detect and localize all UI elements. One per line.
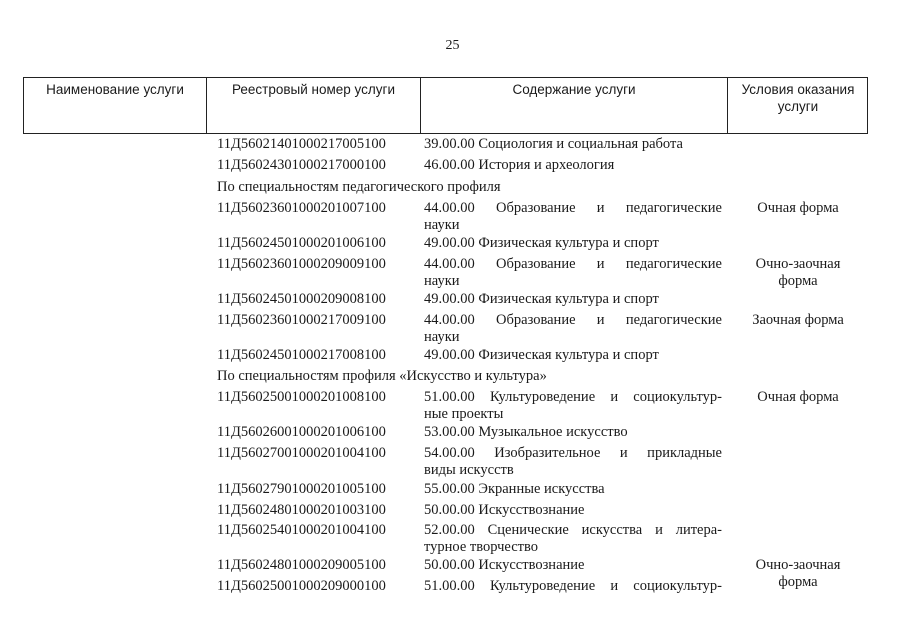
- service-content: [424, 157, 722, 174]
- condition-correspondence: Заочная форма: [752, 312, 844, 328]
- registry-number: 11Д56024801000201003100: [217, 502, 386, 518]
- content-line: 44.00.00 Образование и педагогические: [424, 200, 722, 216]
- registry-number: 11Д56025401000201004100: [217, 522, 386, 538]
- condition-part-time: Очно-заочная форма: [755, 557, 841, 590]
- content-line: науки: [424, 217, 460, 233]
- service-content: [424, 389, 722, 423]
- registry-number: 11Д56025001000209000100: [217, 578, 386, 594]
- section-heading: По специальностям педагогического профиля: [217, 179, 501, 195]
- content-line: виды искусств: [424, 462, 514, 478]
- service-content: [424, 557, 722, 574]
- table-header: [23, 77, 868, 134]
- registry-number: 11Д56027901000201005100: [217, 481, 386, 497]
- content-line: науки: [424, 329, 460, 345]
- content-line: 49.00.00 Физическая культура и спорт: [424, 347, 659, 363]
- registry-number: 11Д56023601000201007100: [217, 200, 386, 216]
- registry-number: 11Д56023601000209009100: [217, 256, 386, 272]
- content-line: 54.00.00 Изобразительное и прикладные: [424, 445, 722, 461]
- content-line: ные проекты: [424, 406, 504, 422]
- service-content: [424, 235, 722, 252]
- registry-number: 11Д56023601000217009100: [217, 312, 386, 328]
- registry-number: 11Д56024501000209008100: [217, 291, 386, 307]
- content-line: турное творчество: [424, 539, 538, 555]
- service-content: [424, 312, 722, 346]
- content-line: 52.00.00 Сценические искусства и литера-: [424, 522, 722, 538]
- service-content: [424, 502, 722, 519]
- section-heading: По специальностям профиля «Искусство и культура»: [217, 368, 547, 384]
- content-line: 39.00.00 Социология и социальная работа: [424, 136, 683, 152]
- registry-number: 11Д56025001000201008100: [217, 389, 386, 405]
- condition-full-time: Очная форма: [757, 389, 839, 405]
- service-content: [424, 256, 722, 290]
- content-line: 51.00.00 Культуроведение и социокультур-: [424, 578, 722, 594]
- content-line: 50.00.00 Искусствознание: [424, 502, 585, 518]
- content-line: 49.00.00 Физическая культура и спорт: [424, 235, 659, 251]
- registry-number: 11Д56024801000209005100: [217, 557, 386, 573]
- service-content: [424, 136, 722, 153]
- content-line: науки: [424, 273, 460, 289]
- service-content: [424, 424, 722, 441]
- page-number: 25: [445, 38, 460, 53]
- content-line: 44.00.00 Образование и педагогические: [424, 312, 722, 328]
- service-content: [424, 481, 722, 498]
- condition-part-time: Очно-заочная форма: [755, 256, 841, 289]
- content-line: 55.00.00 Экранные искусства: [424, 481, 605, 497]
- content-line: 51.00.00 Культуроведение и социокультур-: [424, 389, 722, 405]
- registry-number: 11Д56021401000217005100: [217, 136, 386, 152]
- content-line: 44.00.00 Образование и педагогические: [424, 256, 722, 272]
- header-conditions: Условия оказания услуги: [741, 82, 855, 114]
- service-content: [424, 522, 722, 556]
- service-content: [424, 445, 722, 479]
- service-content: [424, 200, 722, 234]
- condition-full-time: Очная форма: [757, 200, 839, 216]
- header-service-name: Наименование услуги: [46, 82, 184, 97]
- content-line: 53.00.00 Музыкальное искусство: [424, 424, 628, 440]
- service-content: [424, 578, 722, 595]
- service-content: [424, 347, 722, 364]
- registry-number: 11Д56024501000201006100: [217, 235, 386, 251]
- content-line: 50.00.00 Искусствознание: [424, 557, 585, 573]
- registry-number: 11Д56027001000201004100: [217, 445, 386, 461]
- header-service-content: Содержание услуги: [512, 82, 636, 97]
- header-registry-number: Реестровый номер услуги: [232, 82, 395, 97]
- registry-number: 11Д56024301000217000100: [217, 157, 386, 173]
- content-line: 46.00.00 История и археология: [424, 157, 615, 173]
- registry-number: 11Д56026001000201006100: [217, 424, 386, 440]
- registry-number: 11Д56024501000217008100: [217, 347, 386, 363]
- service-content: [424, 291, 722, 308]
- content-line: 49.00.00 Физическая культура и спорт: [424, 291, 659, 307]
